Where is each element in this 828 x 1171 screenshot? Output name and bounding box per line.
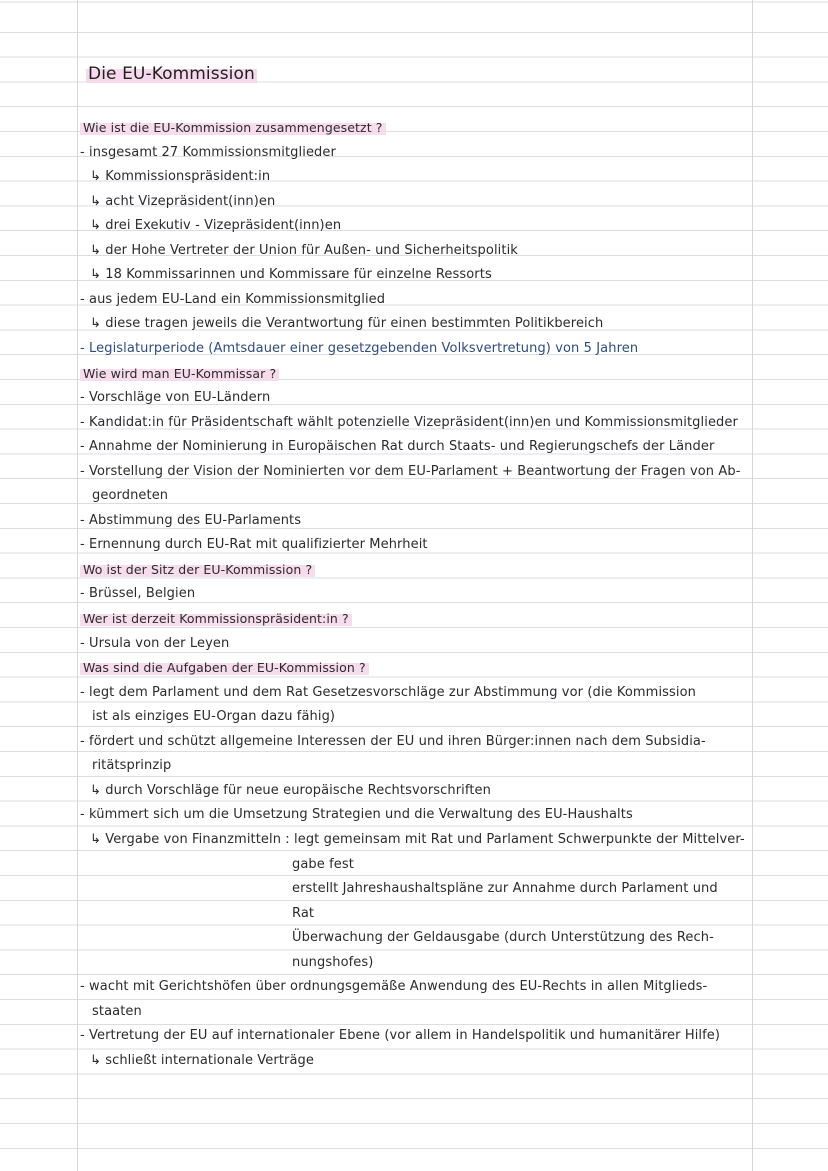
note-detail bbox=[292, 930, 714, 946]
note-sub-bullet bbox=[90, 783, 491, 799]
note-bullet bbox=[80, 464, 741, 480]
note-text: - legt dem Parlament und dem Rat Gesetzesvorschläge zur Abstimmung vor (die Kommission bbox=[80, 684, 697, 700]
note-bullet bbox=[80, 807, 633, 823]
note-text: ↳ schließt internationale Verträge bbox=[90, 1052, 314, 1068]
note-text: - insgesamt 27 Kommissionsmitglieder bbox=[80, 144, 336, 160]
note-text: Wo ist der Sitz der EU-Kommission ? bbox=[80, 562, 315, 577]
note-bullet bbox=[80, 145, 336, 161]
note-text: ↳ Kommissionspräsident:in bbox=[90, 169, 271, 185]
note-text: - Kandidat:in für Präsidentschaft wählt potenzielle Vizepräsident(inn)en und Kommissionsmitglieder bbox=[80, 414, 738, 430]
note-bullet bbox=[80, 979, 707, 995]
note-sub-bullet bbox=[90, 194, 275, 210]
note-text: - Brüssel, Belgien bbox=[80, 586, 196, 602]
note-bullet bbox=[80, 390, 270, 406]
note-bullet bbox=[80, 292, 385, 308]
note-bullet bbox=[80, 341, 638, 357]
note-text: ritätsprinzip bbox=[92, 758, 172, 774]
note-bullet bbox=[80, 734, 706, 750]
note-sub-bullet bbox=[90, 218, 341, 234]
note-text: ↳ der Hohe Vertreter der Union für Außen- und Sicherheitspolitik bbox=[90, 242, 518, 258]
note-text: gabe fest bbox=[292, 856, 354, 872]
note-sub-bullet bbox=[90, 243, 518, 259]
note-text: - aus jedem EU-Land ein Kommissionsmitglied bbox=[80, 291, 386, 307]
note-sub-bullet bbox=[90, 316, 603, 332]
note-bullet bbox=[80, 537, 428, 553]
note-sub-bullet bbox=[90, 1053, 314, 1069]
question-heading bbox=[80, 120, 386, 136]
note-detail bbox=[292, 906, 314, 922]
note-bullet bbox=[80, 513, 301, 529]
note-text: geordneten bbox=[92, 488, 169, 504]
note-text: Wer ist derzeit Kommissionspräsident:in ? bbox=[80, 611, 352, 626]
note-bullet bbox=[80, 439, 714, 455]
note-text: ↳ durch Vorschläge für neue europäische Rechtsvorschriften bbox=[90, 782, 491, 798]
note-text: - Annahme der Nominierung in Europäischen Rat durch Staats- und Regierungschefs der Länder bbox=[80, 439, 715, 455]
note-continuation bbox=[92, 1004, 142, 1020]
note-bullet bbox=[80, 685, 696, 701]
note-text: - kümmert sich um die Umsetzung Strategien und die Verwaltung des EU-Haushalts bbox=[80, 807, 633, 823]
note-sub-bullet bbox=[90, 267, 492, 283]
question-heading bbox=[80, 562, 315, 578]
note-detail bbox=[292, 881, 718, 897]
note-detail bbox=[292, 857, 354, 873]
note-text: - Ernennung durch EU-Rat mit qualifizierter Mehrheit bbox=[80, 537, 428, 553]
note-bullet bbox=[80, 415, 738, 431]
note-text: ↳ acht Vizepräsident(inn)en bbox=[90, 193, 276, 209]
note-text: ↳ Vergabe von Finanzmitteln : legt gemeinsam mit Rat und Parlament Schwerpunkte der Mittelver- bbox=[90, 831, 745, 847]
note-text: - Ursula von der Leyen bbox=[80, 635, 230, 651]
note-text: - Legislaturperiode (Amtsdauer einer gesetzgebenden Volksvertretung) von 5 Jahren bbox=[80, 340, 639, 356]
note-continuation bbox=[92, 709, 335, 725]
note-text: nungshofes) bbox=[292, 954, 374, 970]
note-text: ↳ drei Exekutiv - Vizepräsident(inn)en bbox=[90, 218, 342, 234]
question-heading bbox=[80, 366, 279, 382]
note-sub-bullet bbox=[90, 832, 745, 848]
note-text: ist als einziges EU-Organ dazu fähig) bbox=[92, 709, 336, 725]
note-text: erstellt Jahreshaushaltspläne zur Annahme durch Parlament und bbox=[292, 881, 718, 897]
note-sub-bullet bbox=[90, 169, 270, 185]
note-continuation bbox=[92, 488, 168, 504]
note-bullet bbox=[80, 1028, 720, 1044]
note-text: ↳ 18 Kommissarinnen und Kommissare für einzelne Ressorts bbox=[90, 267, 492, 283]
note-bullet bbox=[80, 586, 195, 602]
note-text: - Vertretung der EU auf internationaler Ebene (vor allem in Handelspolitik und humanitärer Hilfe) bbox=[80, 1028, 721, 1044]
note-text: - fördert und schützt allgemeine Interessen der EU und ihren Bürger:innen nach dem Subsidia- bbox=[80, 733, 706, 749]
note-bullet bbox=[80, 636, 229, 652]
question-heading bbox=[80, 611, 352, 627]
note-text: Wie ist die EU-Kommission zusammengesetzt ? bbox=[80, 120, 386, 135]
page-title: Die EU-Kommission bbox=[88, 64, 255, 84]
note-text: - Vorschläge von EU-Ländern bbox=[80, 390, 271, 406]
note-text: Überwachung der Geldausgabe (durch Unterstützung des Rech- bbox=[292, 930, 714, 946]
note-text: Wie wird man EU-Kommissar ? bbox=[80, 366, 279, 381]
note-text: - Vorstellung der Vision der Nominierten vor dem EU-Parlament + Beantwortung der Fragen von Ab- bbox=[80, 463, 741, 479]
note-text: Was sind die Aufgaben der EU-Kommission ? bbox=[80, 660, 369, 675]
note-text: staaten bbox=[92, 1003, 142, 1019]
note-continuation bbox=[92, 758, 171, 774]
note-text: - wacht mit Gerichtshöfen über ordnungsgemäße Anwendung des EU-Rechts in allen Mitglieds- bbox=[80, 979, 708, 995]
question-heading bbox=[80, 660, 369, 676]
note-text: Rat bbox=[292, 905, 315, 921]
note-detail bbox=[292, 955, 373, 971]
note-text: ↳ diese tragen jeweils die Verantwortung für einen bestimmten Politikbereich bbox=[90, 316, 604, 332]
note-text: - Abstimmung des EU-Parlaments bbox=[80, 512, 302, 528]
